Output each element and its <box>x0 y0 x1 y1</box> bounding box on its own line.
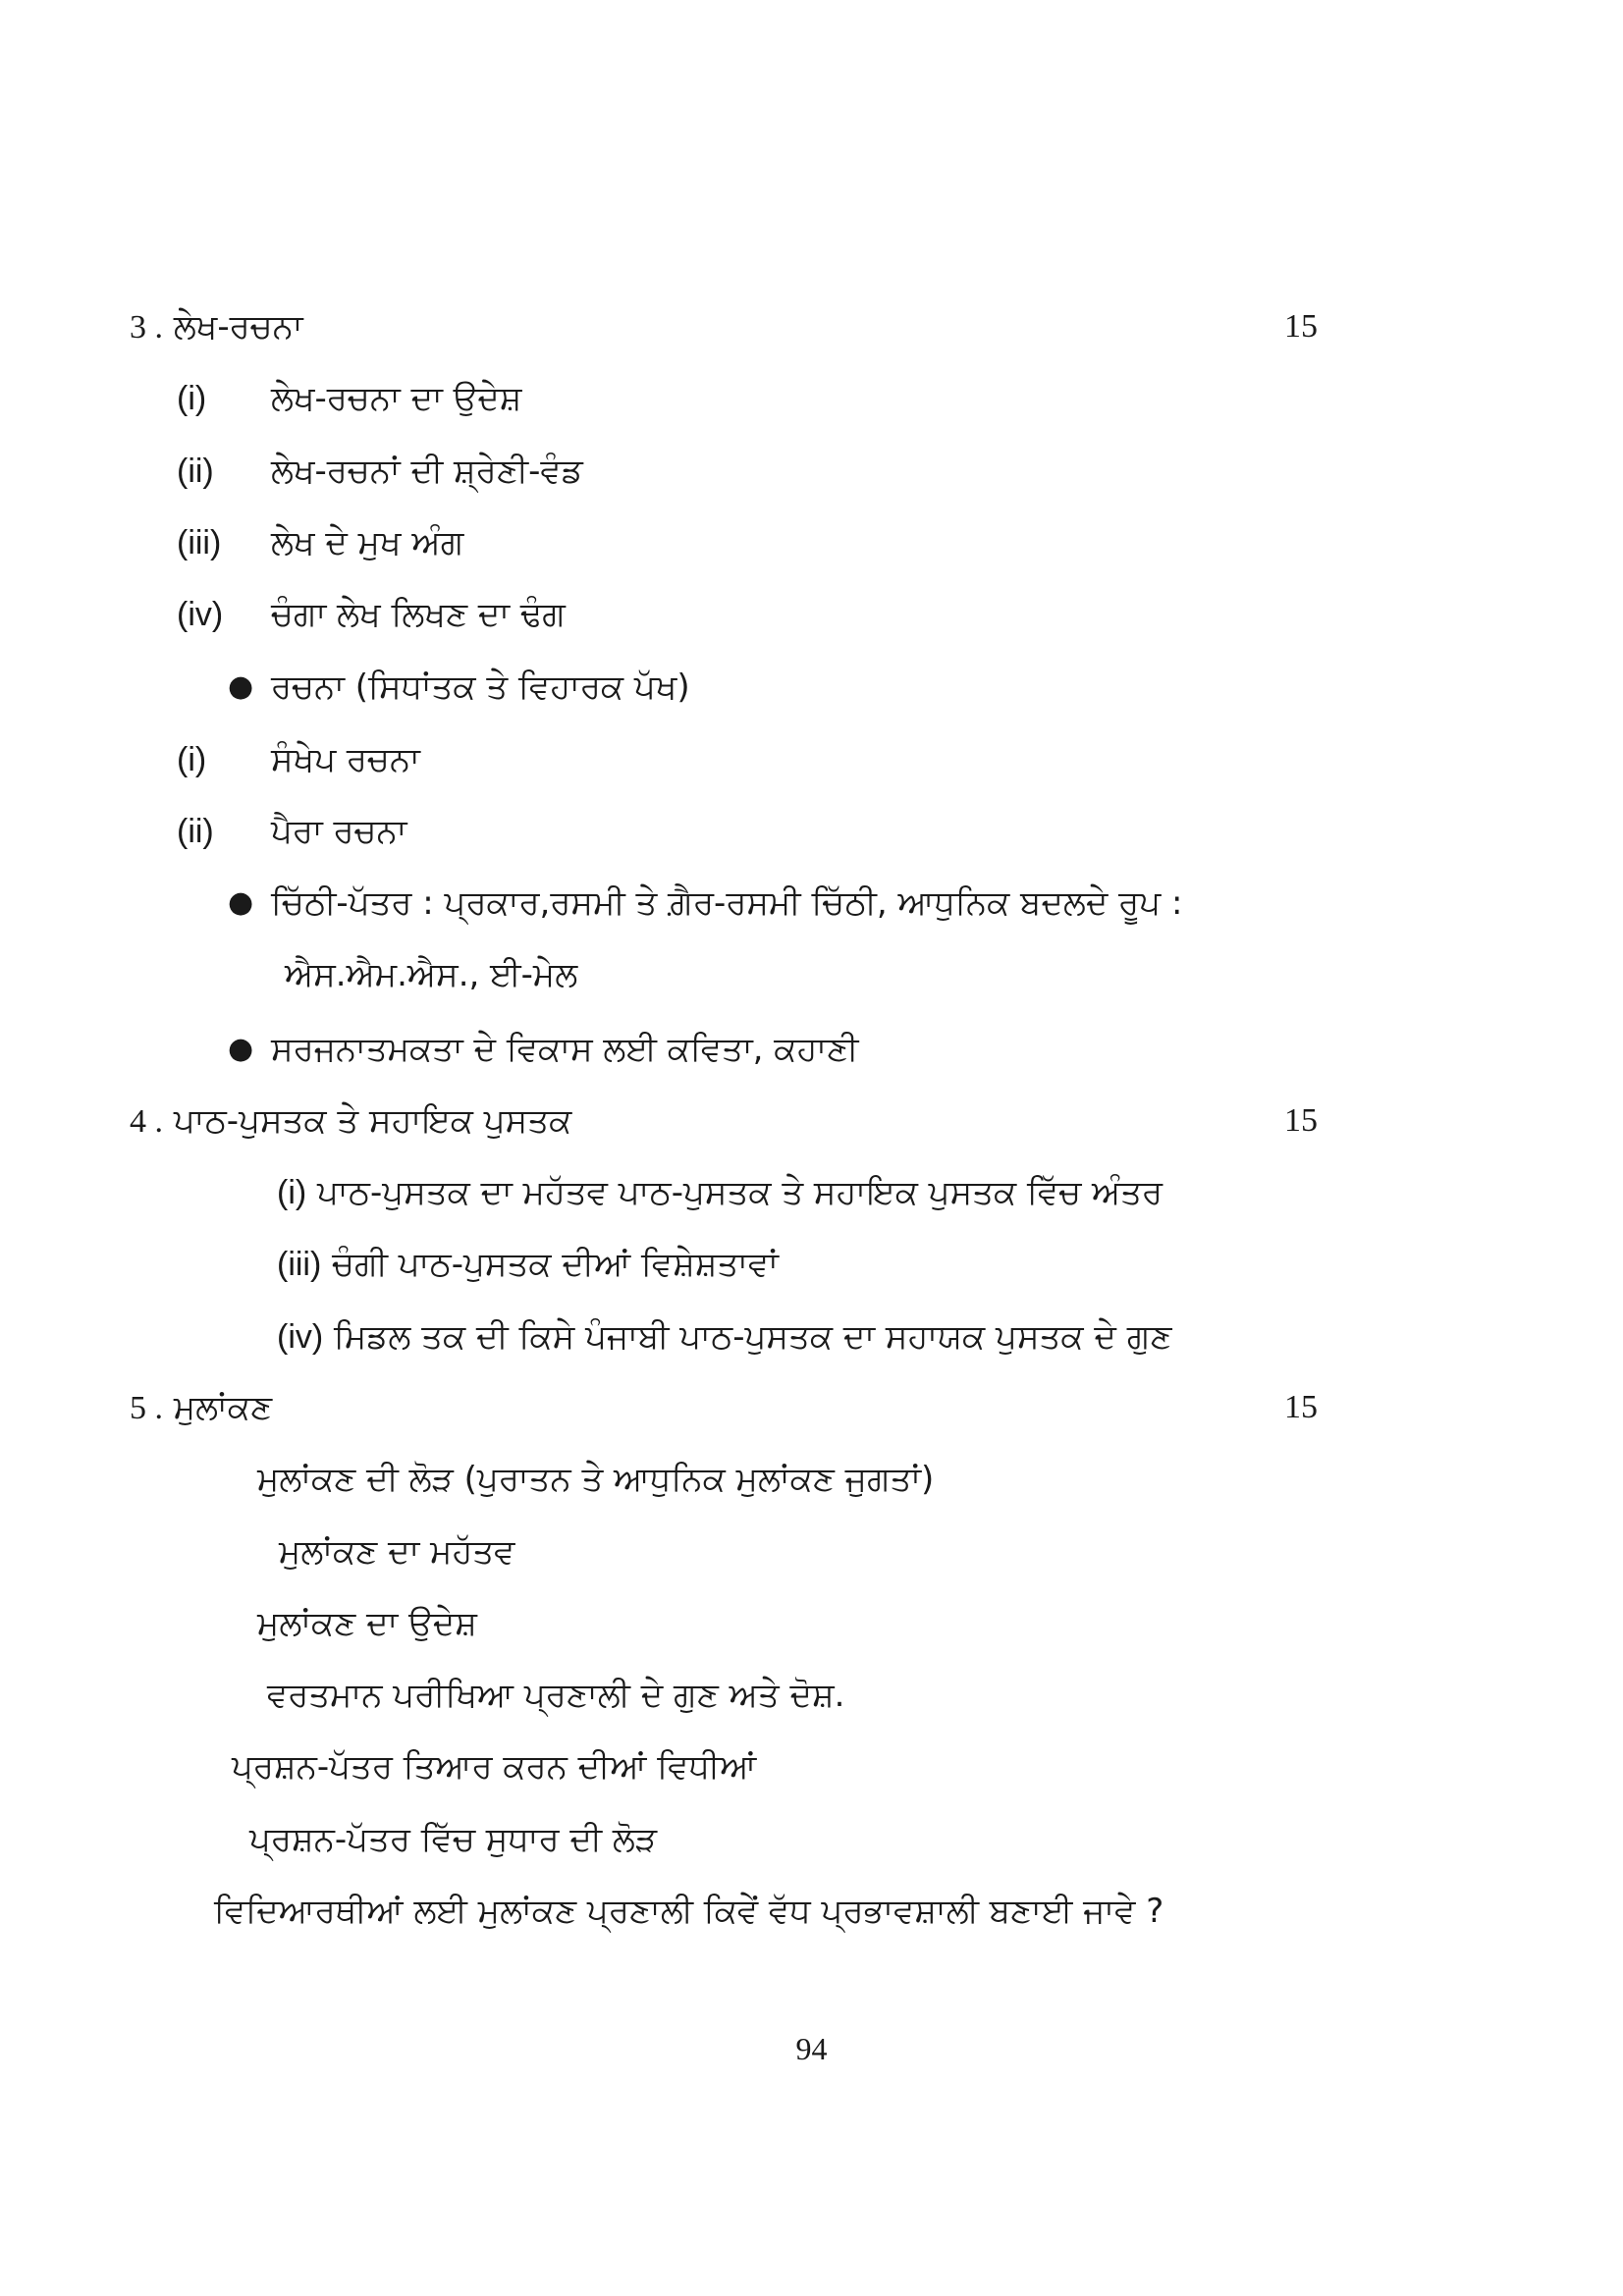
list-item-text: ਚੰਗਾ ਲੇਖ ਲਿਖਣ ਦਾ ਢੰਗ <box>271 595 566 634</box>
bullet-icon: ● <box>228 1032 254 1066</box>
list-item <box>277 1173 1163 1212</box>
list-item-marker: (i) <box>277 1174 307 1211</box>
list-item <box>277 1245 779 1284</box>
list-item-text: ਮੁਲਾਂਕਣ ਦਾ ਉਦੇਸ਼ <box>257 1604 477 1643</box>
bullet-text: ਐਸ.ਐਮ.ਐਸ., ਈ-ਮੇਲ <box>285 955 578 994</box>
list-item-text: ਵਿਦਿਆਰਥੀਆਂ ਲਈ ਮੁਲਾਂਕਣ ਪ੍ਰਣਾਲੀ ਕਿਵੇਂ ਵੱਧ ਪ੍ਰਭਾਵਸ਼ਾਲੀ ਬਣਾਈ ਜਾਵੇ ? <box>214 1892 1164 1931</box>
list-item-text: ਮਿਡਲ ਤਕ ਦੀ ਕਿਸੇ ਪੰਜਾਬੀ ਪਾਠ-ਪੁਸਤਕ ਦਾ ਸਹਾਯਕ ਪੁਸਤਕ ਦੇ ਗੁਣ <box>334 1317 1172 1357</box>
list-item-marker: (i) <box>177 741 207 778</box>
list-item-text: ਮੁਲਾਂਕਣ ਦਾ ਮਹੱਤਵ <box>279 1532 515 1572</box>
section-3-marks: 15 <box>1284 308 1318 345</box>
list-item-text: ਲੇਖ ਦੇ ਮੁਖ ਅੰਗ <box>271 523 464 562</box>
section-3-number: 3 . <box>130 309 163 346</box>
list-item-marker: (ii) <box>177 453 214 490</box>
list-item <box>277 1317 1172 1357</box>
list-item <box>249 1820 657 1859</box>
section-4-title: ਪਾਠ-ਪੁਸਤਕ ਤੇ ਸਹਾਇਕ ਪੁਸਤਕ <box>173 1101 572 1141</box>
bullet-icon: ● <box>228 669 254 704</box>
list-item <box>267 1676 844 1715</box>
section-5-title: ਮੁਲਾਂਕਣ <box>173 1388 273 1427</box>
section-4-heading <box>130 1101 1318 1141</box>
bullet-continuation <box>285 955 577 994</box>
list-item-marker: (iv) <box>177 596 224 633</box>
section-5-marks: 15 <box>1284 1389 1318 1425</box>
list-item <box>279 1532 514 1572</box>
list-item-text: ਲੇਖ-ਰਚਨਾਂ ਦੀ ਸ਼੍ਰੇਣੀ-ਵੰਡ <box>271 452 583 491</box>
section-3-heading <box>130 307 1318 347</box>
list-item-text: ਚੰਗੀ ਪਾਠ-ਪੁਸਤਕ ਦੀਆਂ ਵਿਸ਼ੇਸ਼ਤਾਵਾਂ <box>332 1245 779 1284</box>
list-item-text: ਪ੍ਰਸ਼ਨ-ਪੱਤਰ ਵਿੱਚ ਸੁਧਾਰ ਦੀ ਲੋੜ <box>249 1820 658 1859</box>
section-5-number: 5 . <box>130 1390 163 1426</box>
list-item-marker: (iii) <box>177 524 222 561</box>
page-number: 94 <box>795 2031 828 2066</box>
list-item-text: ਪਾਠ-ਪੁਸਤਕ ਦਾ ਮਹੱਤਵ ਪਾਠ-ਪੁਸਤਕ ਤੇ ਸਹਾਇਕ ਪੁਸਤਕ ਵਿੱਚ ਅੰਤਰ <box>317 1173 1163 1212</box>
section-4-number: 4 . <box>130 1103 163 1140</box>
list-item-marker: (ii) <box>177 813 214 850</box>
section-4-marks: 15 <box>1284 1102 1318 1139</box>
list-item-marker: (iv) <box>277 1318 324 1356</box>
bullet-text: ਸਰਜਨਾਤਮਕਤਾ ਦੇ ਵਿਕਾਸ ਲਈ ਕਵਿਤਾ, ਕਹਾਣੀ <box>271 1030 859 1069</box>
section-3-title: ਲੇਖ-ਰਚਨਾ <box>173 307 303 347</box>
bullet-text: ਚਿੱਠੀ-ਪੱਤਰ : ਪ੍ਰਕਾਰ,ਰਸਮੀ ਤੇ ਗ਼ੈਰ-ਰਸਮੀ ਚਿੱਠੀ, ਆਧੁਨਿਕ ਬਦਲਦੇ ਰੂਪ : <box>271 883 1183 923</box>
list-item-text: ਲੇਖ-ਰਚਨਾ ਦਾ ਉਦੇਸ਼ <box>271 379 522 418</box>
list-item-text: ਸੰਖੇਪ ਰਚਨਾ <box>271 740 420 779</box>
bullet-icon: ● <box>228 885 254 920</box>
list-item <box>214 1892 1163 1931</box>
list-item <box>232 1747 756 1787</box>
list-item-text: ਪੈਰਾ ਰਚਨਾ <box>271 812 407 851</box>
list-item-marker: (i) <box>177 380 207 417</box>
section-5-heading <box>130 1388 1318 1427</box>
list-item-text: ਵਰਤਮਾਨ ਪਰੀਖਿਆ ਪ੍ਰਣਾਲੀ ਦੇ ਗੁਣ ਅਤੇ ਦੋਸ਼. <box>267 1676 845 1715</box>
list-item-marker: (iii) <box>277 1246 322 1283</box>
list-item-text: ਮੁਲਾਂਕਣ ਦੀ ਲੋੜ (ਪੁਰਾਤਨ ਤੇ ਆਧੁਨਿਕ ਮੁਲਾਂਕਣ ਜੁਗਤਾਂ) <box>257 1460 935 1499</box>
list-item <box>257 1604 477 1643</box>
list-item-text: ਪ੍ਰਸ਼ਨ-ਪੱਤਰ ਤਿਆਰ ਕਰਨ ਦੀਆਂ ਵਿਧੀਆਂ <box>232 1747 757 1787</box>
bullet-text: ਰਚਨਾ (ਸਿਧਾਂਤਕ ਤੇ ਵਿਹਾਰਕ ਪੱਖ) <box>271 667 690 707</box>
list-item <box>257 1460 934 1499</box>
